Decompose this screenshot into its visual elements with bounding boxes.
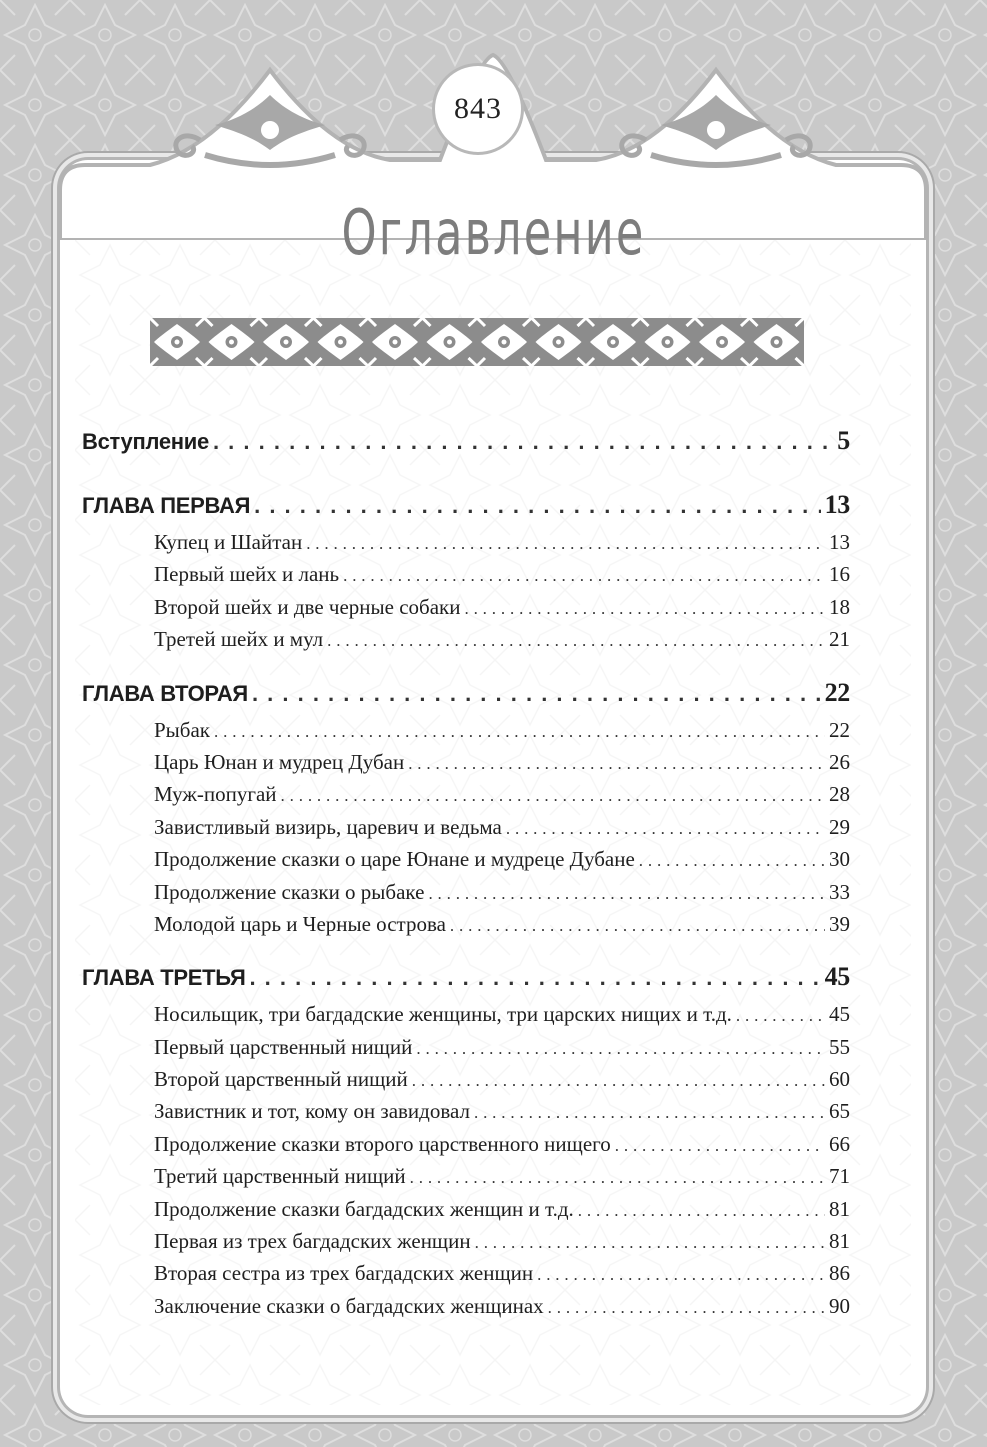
toc-entry-page: 21 [829,627,850,652]
toc-entry[interactable] [82,811,850,843]
toc-entry[interactable] [82,1063,850,1095]
toc-entry-label: Продолжение сказки о рыбаке [154,879,425,904]
dot-leader [475,1227,825,1259]
toc-entry-page: 60 [829,1067,850,1092]
toc-entry-page: 16 [829,562,850,587]
toc-entry-page: 18 [829,594,850,619]
toc-entry-page: 90 [829,1293,850,1318]
dot-leader [306,528,825,560]
toc-entry-label: Царь Юнан и мудрец Дубан [154,749,405,774]
toc-entry-label: Завистник и тот, кому он завидовал [154,1099,470,1124]
toc-entry-label: Первый царственный нищий [154,1034,413,1059]
dot-leader [214,716,825,748]
toc-entry-page: 65 [829,1099,850,1124]
toc-entry-label: Вторая сестра из трех багдадских женщин [154,1261,534,1286]
toc-entry-label: Второй царственный нищий [154,1067,408,1092]
toc-entry-label: Завистливый визирь, царевич и ведьма [154,814,502,839]
toc-entry-page: 45 [829,1002,850,1027]
toc-entry-label: Молодой царь и Черные острова [154,911,446,936]
toc-entry-page: 26 [829,749,850,774]
toc-entry-page: 71 [829,1164,850,1189]
dot-leader [506,813,825,845]
dot-leader [450,910,825,942]
toc-entry[interactable] [82,998,850,1030]
dot-leader [639,845,825,877]
chapter-list [82,484,850,1322]
toc-entry[interactable] [82,908,850,940]
toc-entry-page: 29 [829,814,850,839]
toc-entry[interactable] [82,526,850,558]
toc-entry-page: 28 [829,782,850,807]
toc-chapter-heading[interactable] [82,672,850,714]
page-title: Оглавление [341,196,646,269]
dot-leader [343,560,825,592]
toc-chapter-page: 13 [824,490,850,519]
dot-leader [615,1130,825,1162]
dot-leader [254,485,821,527]
toc-chapter-page: 45 [824,962,850,992]
dot-leader [736,1000,825,1032]
toc-entry-page: 13 [829,530,850,554]
toc-entry-page: 86 [829,1261,850,1286]
dot-leader [537,1259,825,1291]
toc-chapter-page: 22 [824,677,850,707]
toc-entry[interactable] [82,591,850,623]
dot-leader [428,878,825,910]
toc-entry-page: 22 [829,717,850,742]
toc-entry-label: Первая из трех багдадских женщин [154,1229,471,1254]
toc-entry-page: 33 [829,879,850,904]
ornament-band-icon [150,318,804,366]
dot-leader [327,625,825,657]
toc-entry-page: 39 [829,911,850,936]
toc-entry[interactable] [82,746,850,778]
toc-entry[interactable] [82,843,850,875]
toc-entry-label: Первый шейх и лань [154,562,340,587]
table-of-contents [82,420,850,1322]
toc-entry-label: Третей шейх и мул [154,627,324,652]
page-number-badge [435,66,521,152]
dot-leader [252,673,821,715]
toc-chapter-label: ГЛАВА ВТОРАЯ [82,680,248,706]
toc-entry[interactable] [82,714,850,746]
dot-leader [464,593,825,625]
toc-entry-label: Третий царственный нищий [154,1164,406,1189]
toc-entry[interactable] [82,1160,850,1192]
toc-entry-page: 66 [829,1131,850,1156]
toc-entry-label: Рыбак [154,717,210,742]
toc-entry-label: Продолжение сказки второго царственного нищего [154,1131,611,1156]
toc-entry-label: Муж-попугай [154,782,277,807]
toc-entry-label: Продолжение сказки багдадских женщин и т.д. [154,1196,574,1221]
toc-entry-label: Носильщик, три багдадские женщины, три царских нищих и т.д. [154,1002,732,1027]
toc-chapter-label: ГЛАВА ПЕРВАЯ [82,493,251,518]
toc-chapter-label: ГЛАВА ТРЕТЬЯ [82,965,246,991]
dot-leader [474,1097,825,1129]
dot-leader [412,1065,825,1097]
toc-entry[interactable] [82,1290,850,1322]
toc-entry[interactable] [82,558,850,590]
dot-leader [281,780,825,812]
toc-intro-label: Вступление [82,429,209,454]
toc-entry[interactable] [82,623,850,655]
toc-chapter-heading[interactable] [82,484,850,526]
toc-entry-label: Купец и Шайтан [154,530,303,554]
toc-chapter-heading[interactable] [82,956,850,998]
toc-entry[interactable] [82,1193,850,1225]
toc-entry[interactable] [82,1031,850,1063]
dot-leader [548,1292,825,1324]
toc-entry-label: Заключение сказки о багдадских женщинах [154,1293,544,1318]
toc-intro-page: 5 [837,426,850,455]
toc-intro[interactable] [82,420,850,462]
toc-entry-page: 30 [829,847,850,872]
toc-entry[interactable] [82,1257,850,1289]
toc-entry[interactable] [82,876,850,908]
dot-leader [410,1162,825,1194]
toc-entry[interactable] [82,778,850,810]
toc-entry[interactable] [82,1225,850,1257]
dot-leader [578,1195,825,1227]
dot-leader [249,957,820,999]
dot-leader [416,1033,825,1065]
toc-entry-page: 81 [829,1229,850,1254]
dot-leader [408,748,825,780]
toc-entry[interactable] [82,1128,850,1160]
toc-entry-page: 55 [829,1034,850,1059]
dot-leader [213,421,833,463]
page-number: 843 [454,92,502,125]
toc-entry-page: 81 [829,1196,850,1221]
toc-entry-label: Второй шейх и две черные собаки [154,594,461,619]
toc-entry[interactable] [82,1095,850,1127]
toc-entry-label: Продолжение сказки о царе Юнане и мудреце Дубане [154,847,635,872]
